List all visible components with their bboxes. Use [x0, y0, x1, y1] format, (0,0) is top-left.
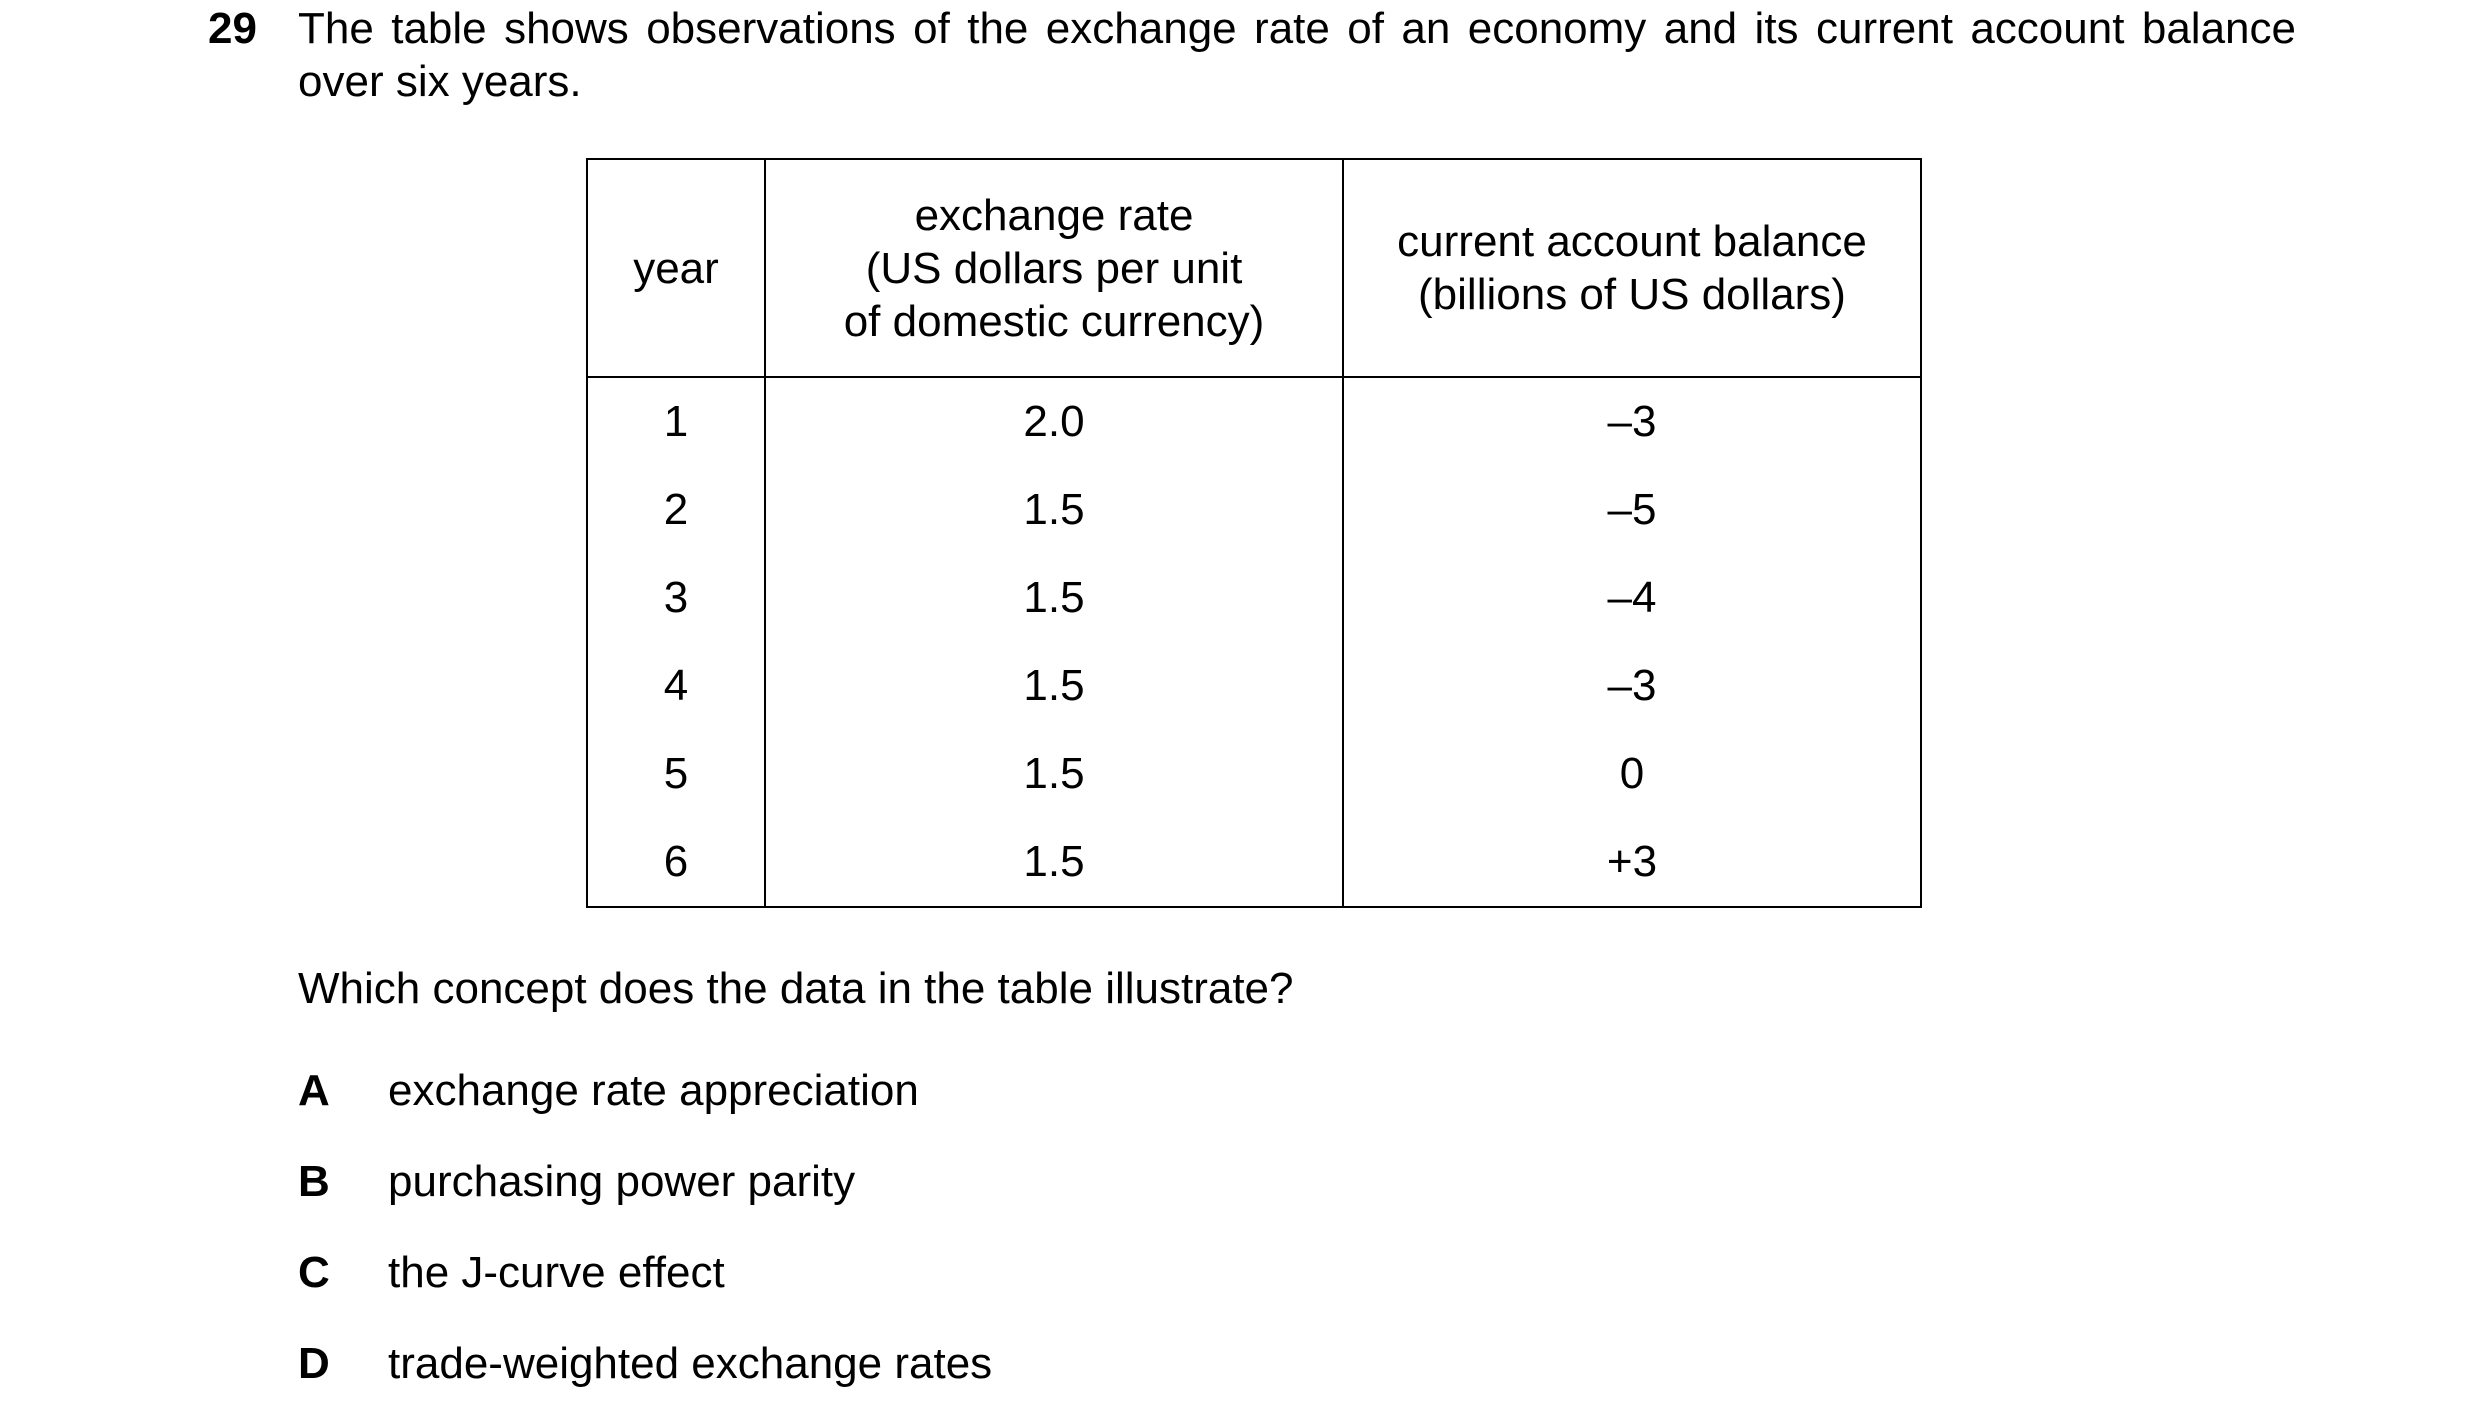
cell-balance: –4 [1343, 554, 1921, 642]
option-letter: A [298, 1066, 330, 1115]
option-a[interactable] [298, 1064, 919, 1118]
cell-year: 2 [587, 466, 765, 554]
header-exchange-rate-line-1: exchange rate [914, 190, 1194, 240]
cell-balance: +3 [1343, 818, 1921, 907]
cell-year: 6 [587, 818, 765, 907]
cell-balance: –3 [1343, 642, 1921, 730]
question-number: 29 [208, 4, 257, 53]
option-b[interactable] [298, 1155, 855, 1209]
question-prompt: Which concept does the data in the table illustrate? [298, 964, 1294, 1013]
header-exchange-rate-line-3: of domestic currency) [843, 296, 1265, 346]
header-current-account-balance [1343, 159, 1921, 377]
table-row [587, 730, 1921, 818]
option-letter: D [298, 1339, 330, 1388]
option-c[interactable] [298, 1246, 725, 1300]
cell-balance: –5 [1343, 466, 1921, 554]
data-table [586, 158, 1922, 908]
option-letter: B [298, 1157, 330, 1206]
header-year: year [587, 159, 765, 377]
header-balance-line-2: (billions of US dollars) [1418, 270, 1846, 319]
header-exchange-rate [765, 159, 1343, 377]
table-header-row [587, 159, 1921, 377]
cell-year: 5 [587, 730, 765, 818]
table-row [587, 466, 1921, 554]
cell-exchange-rate: 1.5 [765, 730, 1343, 818]
cell-exchange-rate: 1.5 [765, 642, 1343, 730]
cell-exchange-rate: 1.5 [765, 466, 1343, 554]
option-text: the J-curve effect [388, 1248, 725, 1297]
question-stem: The table shows observations of the exchange rate of an economy and its current account balance over six years. [298, 4, 2296, 106]
cell-year: 1 [587, 377, 765, 466]
header-exchange-rate-line-2: (US dollars per unit [865, 243, 1243, 293]
option-d[interactable] [298, 1337, 992, 1391]
cell-year: 3 [587, 554, 765, 642]
table-row [587, 818, 1921, 907]
table-row [587, 377, 1921, 466]
option-text: purchasing power parity [388, 1157, 856, 1206]
cell-exchange-rate: 1.5 [765, 818, 1343, 907]
cell-balance: 0 [1343, 730, 1921, 818]
header-balance-line-1: current account balance [1397, 217, 1867, 266]
option-text: trade-weighted exchange rates [388, 1339, 993, 1388]
cell-year: 4 [587, 642, 765, 730]
cell-exchange-rate: 1.5 [765, 554, 1343, 642]
table-row [587, 554, 1921, 642]
option-text: exchange rate appreciation [388, 1066, 919, 1115]
option-letter: C [298, 1248, 330, 1297]
table-row [587, 642, 1921, 730]
cell-balance: –3 [1343, 377, 1921, 466]
cell-exchange-rate: 2.0 [765, 377, 1343, 466]
